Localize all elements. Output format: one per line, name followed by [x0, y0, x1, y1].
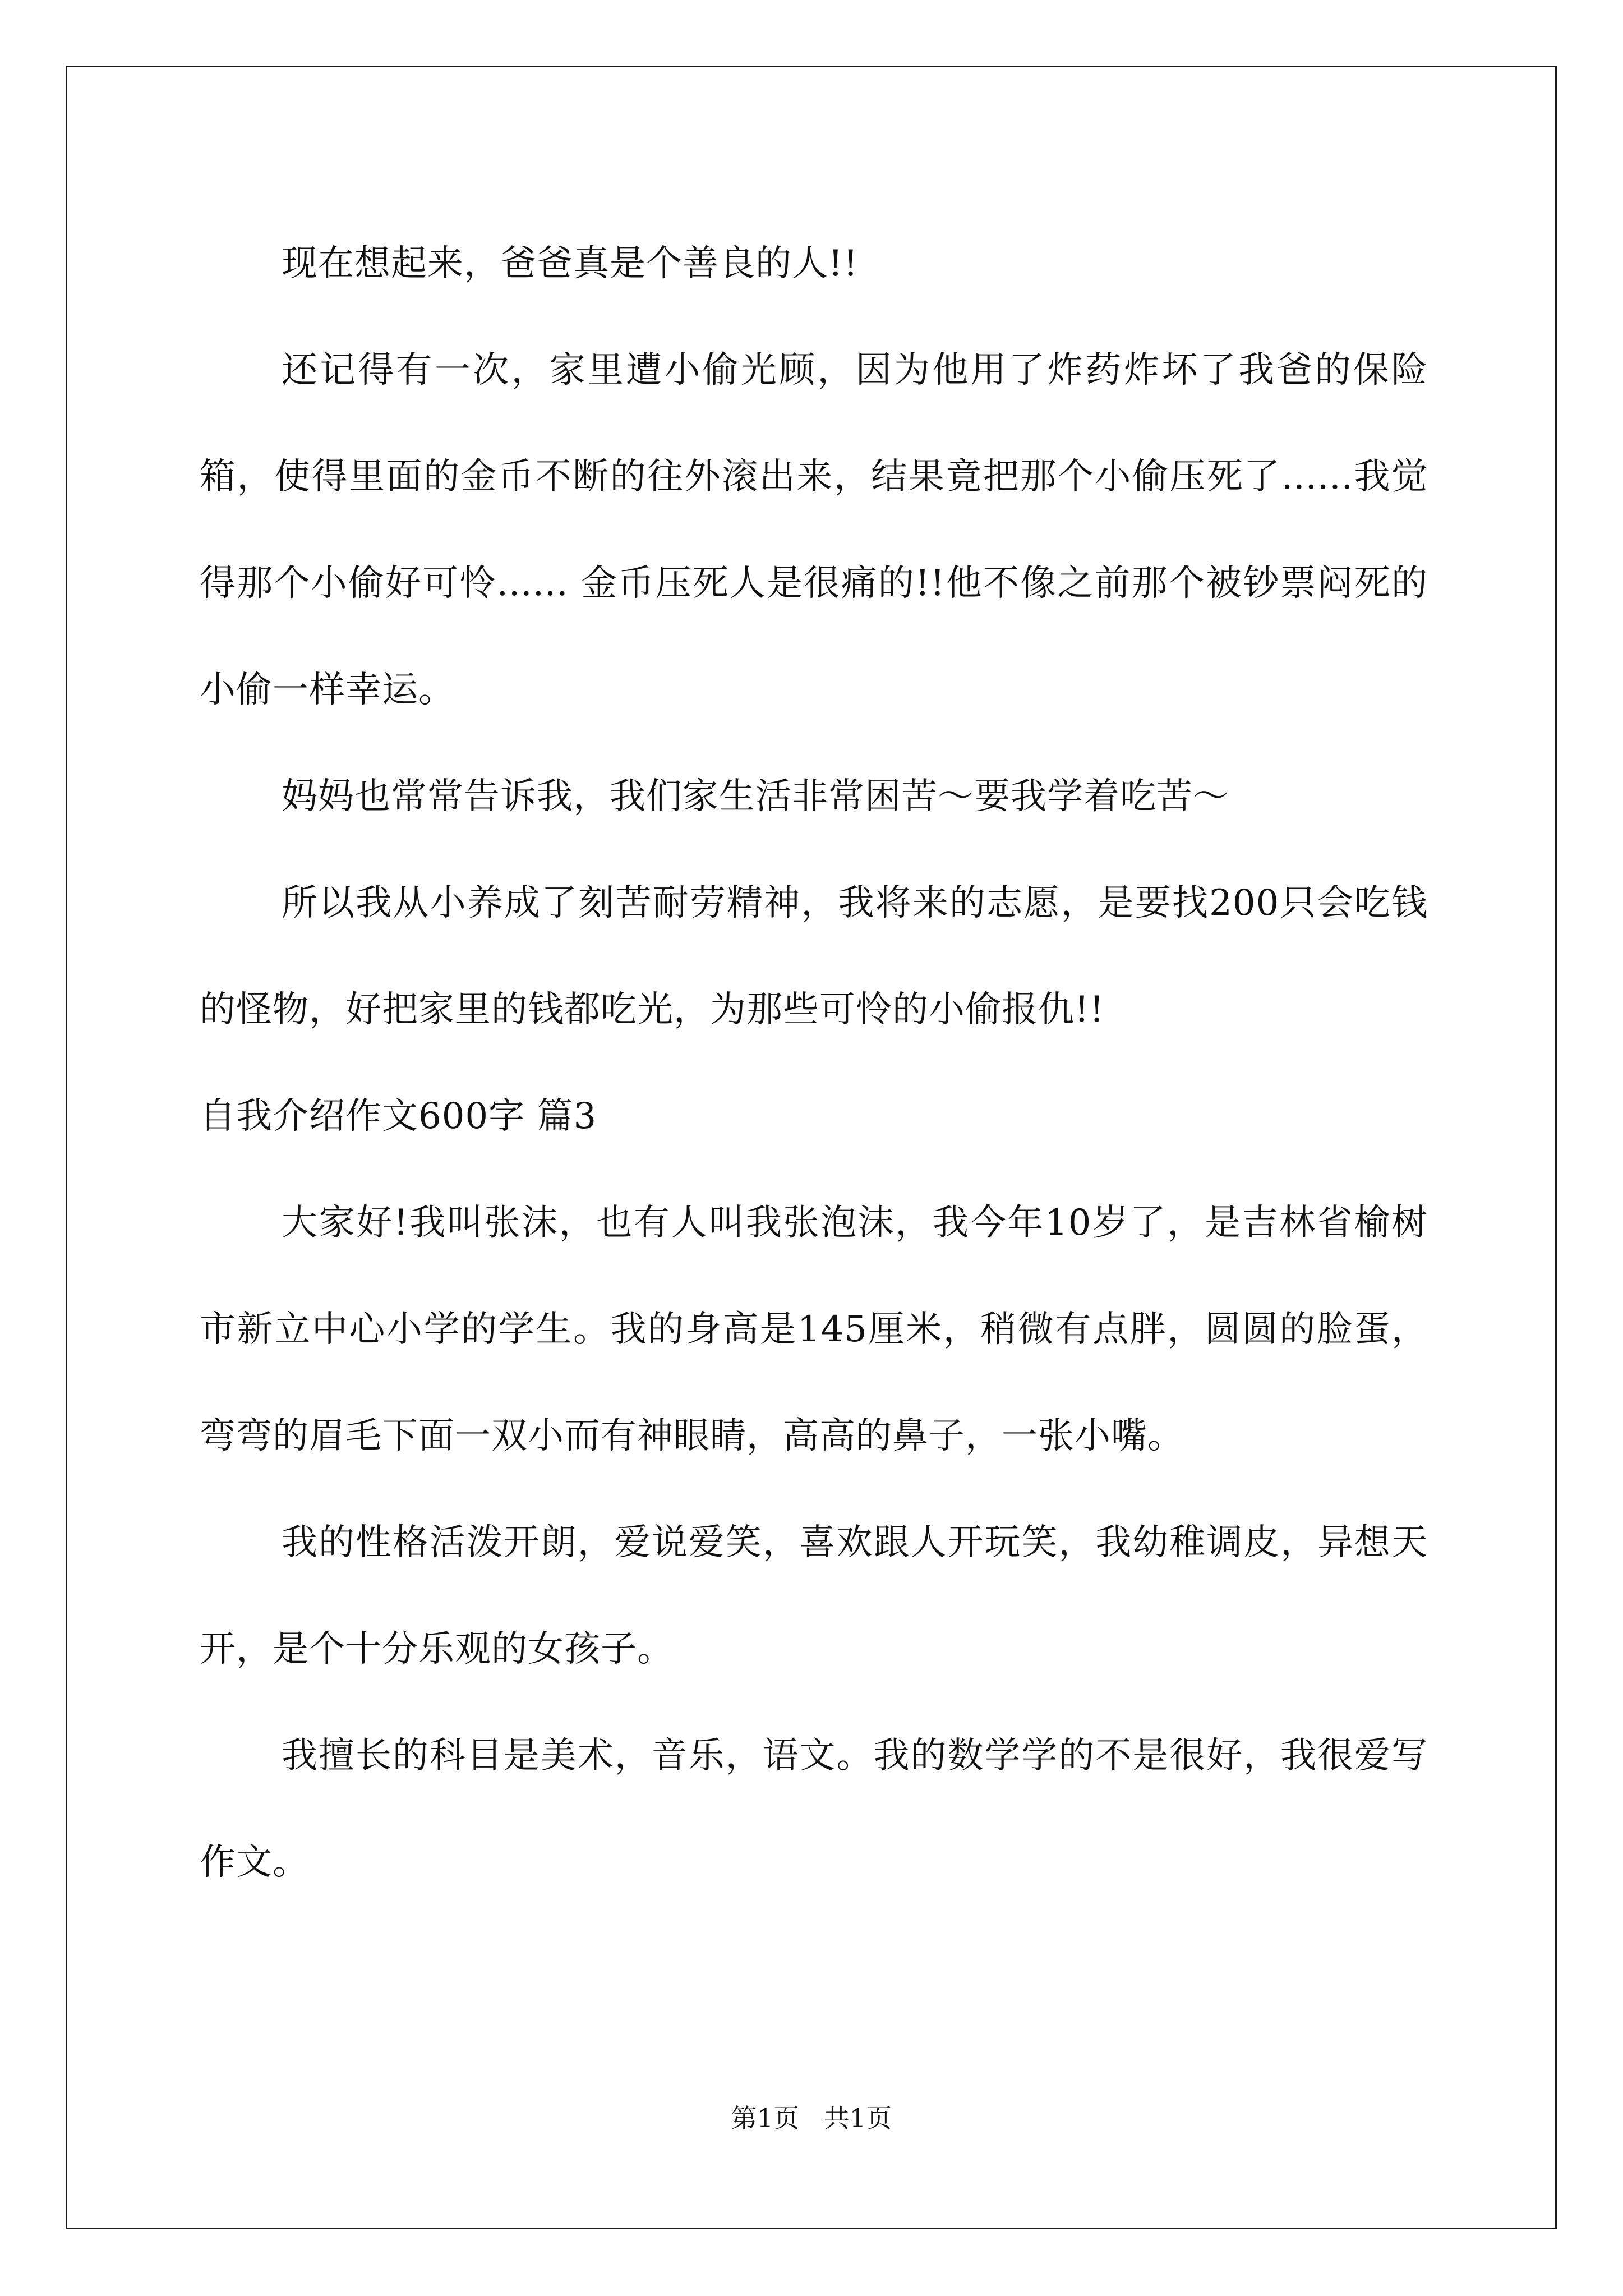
paragraph: 大家好!我叫张沫，也有人叫我张泡沫，我今年10岁了，是吉林省榆树市新立中心小学的学生。我的身高是145厘米，稍微有点胖，圆圆的脸蛋，弯弯的眉毛下面一双小而有神眼睛，高高的鼻子，一张小嘴。 — [200, 1202, 1428, 1457]
page-footer: 第1页 共1页 — [731, 2103, 892, 2133]
paragraph: 所以我从小养成了刻苦耐劳精神，我将来的志愿，是要找200只会吃钱的怪物，好把家里的钱都吃光，为那些可怜的小偷报仇!! — [200, 882, 1428, 1030]
document-body — [200, 210, 1428, 1916]
paragraph: 我擅长的科目是美术，音乐，语文。我的数学学的不是很好，我很爱写作文。 — [200, 1735, 1428, 1883]
paragraph: 现在想起来，爸爸真是个善良的人!! — [282, 243, 859, 284]
paragraph: 我的性格活泼开朗，爱说爱笑，喜欢跟人开玩笑，我幼稚调皮，异想天开，是个十分乐观的女孩子。 — [200, 1522, 1428, 1670]
section-heading: 自我介绍作文600字 篇3 — [200, 1096, 597, 1137]
paragraph: 妈妈也常常告诉我，我们家生活非常困苦～要我学着吃苦～ — [282, 776, 1229, 817]
paragraph: 还记得有一次，家里遭小偷光顾，因为他用了炸药炸坏了我爸的保险箱，使得里面的金币不断的往外滚出来，结果竟把那个小偷压死了......我觉得那个小偷好可怜...... 金币压死人是很痛的!!他不像之前那个被钞票闷死的小偷一样幸运。 — [200, 349, 1428, 711]
